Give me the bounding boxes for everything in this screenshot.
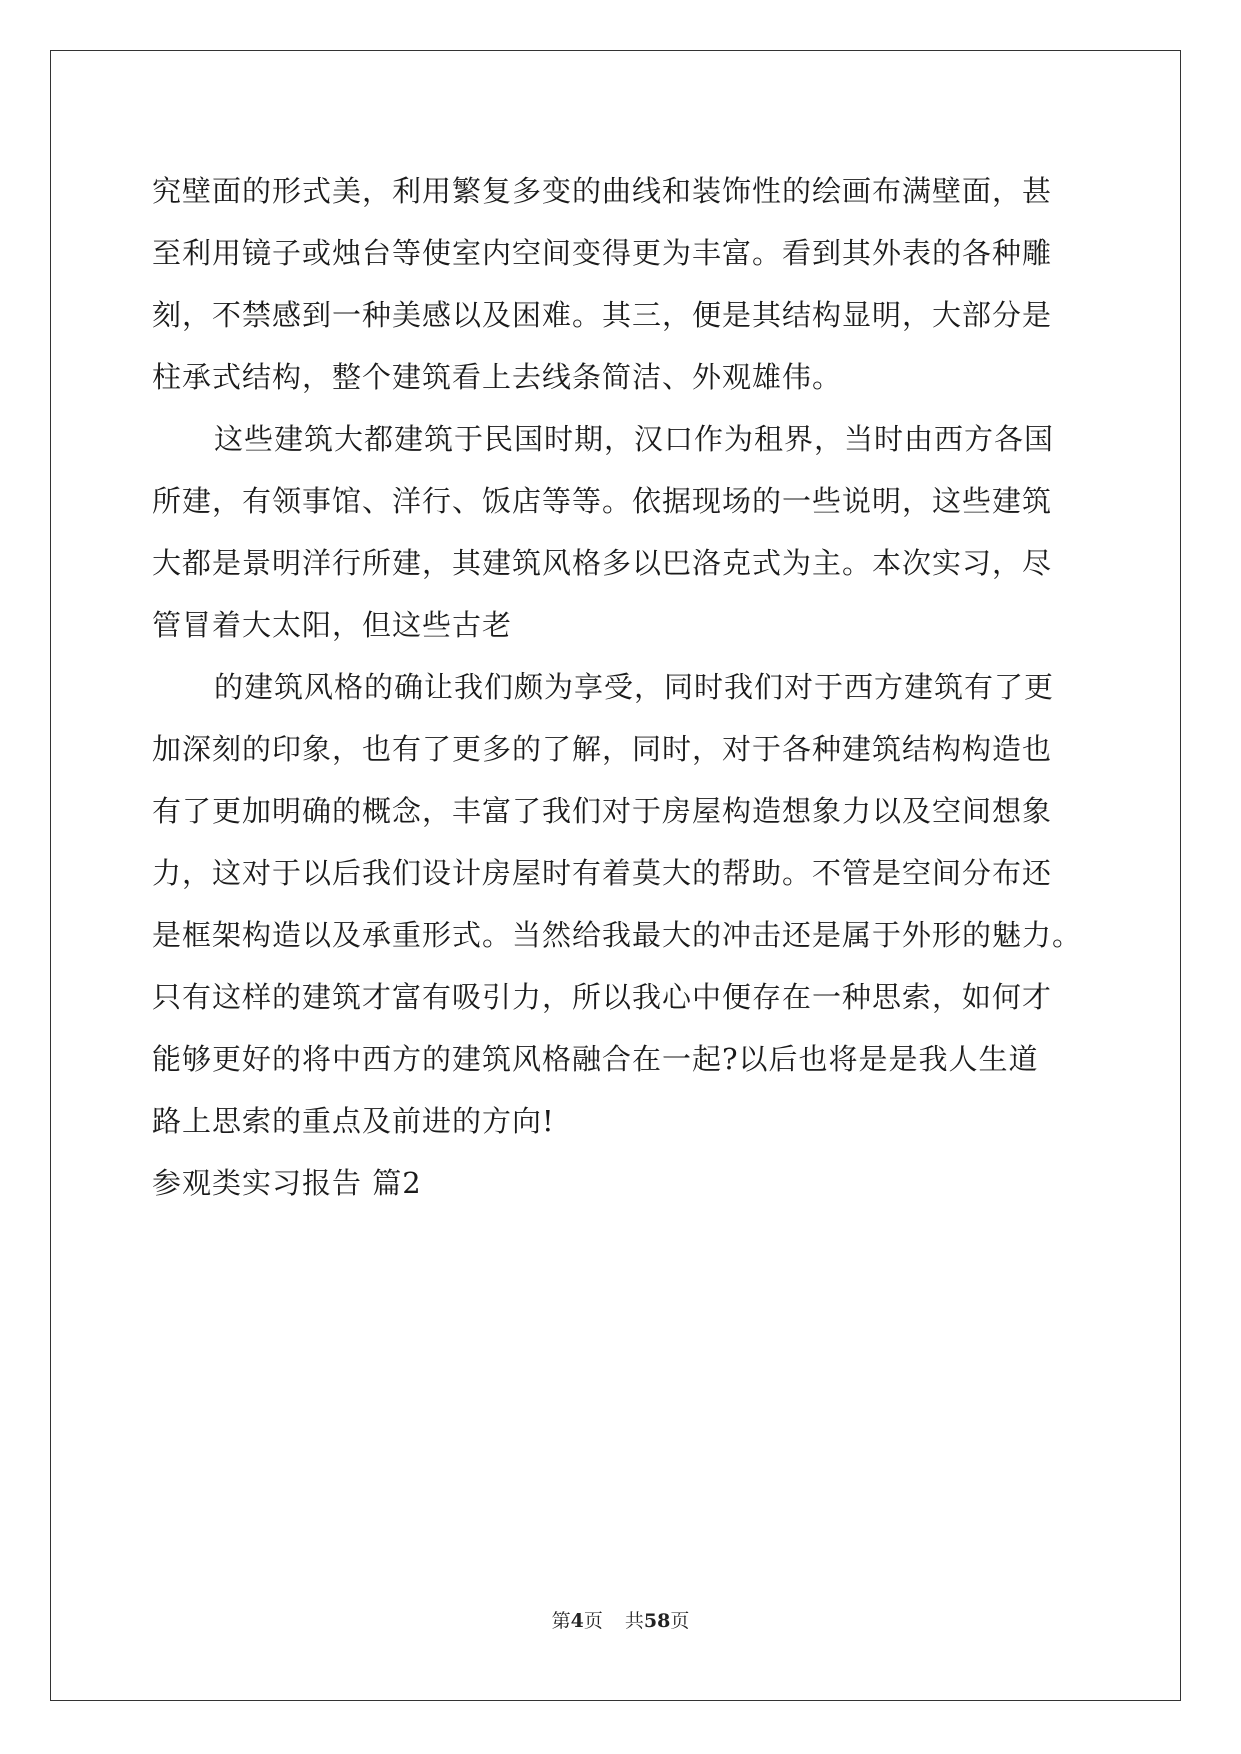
page-number: 4: [570, 1610, 584, 1632]
total-prefix: 共: [624, 1610, 644, 1632]
text-line: 管冒着大太阳，但这些古老: [152, 608, 513, 642]
paragraph-2: [152, 408, 1112, 656]
text-line: 只有这样的建筑才富有吸引力，所以我心中便存在一种思索，如何才: [152, 980, 1053, 1014]
text-line: 至利用镜子或烛台等使室内空间变得更为丰富。看到其外表的各种雕: [152, 236, 1053, 270]
text-line: 这些建筑大都建筑于民国时期，汉口作为租界，当时由西方各国: [214, 422, 1055, 456]
section-heading: 参观类实习报告 篇2: [152, 1166, 422, 1200]
total-pages: 58: [643, 1610, 671, 1632]
text-line: 究壁面的形式美，利用繁复多变的曲线和装饰性的绘画布满壁面，甚: [152, 174, 1053, 208]
text-line: 刻，不禁感到一种美感以及困难。其三，便是其结构显明，大部分是: [152, 298, 1053, 332]
text-line: 路上思索的重点及前进的方向!: [152, 1104, 555, 1138]
paragraph-1: [152, 160, 1112, 408]
text-line: 加深刻的印象，也有了更多的了解，同时，对于各种建筑结构构造也: [152, 732, 1053, 766]
page-footer: [0, 1606, 1241, 1633]
document-body: [152, 160, 1112, 1214]
text-line: 大都是景明洋行所建，其建筑风格多以巴洛克式为主。本次实习，尽: [152, 546, 1053, 580]
page-prefix: 第: [551, 1610, 571, 1632]
text-line: 柱承式结构，整个建筑看上去线条简洁、外观雄伟。: [152, 360, 843, 394]
paragraph-3: [152, 656, 1112, 1152]
page-suffix: 页: [583, 1610, 603, 1632]
text-line: 有了更加明确的概念，丰富了我们对于房屋构造想象力以及空间想象: [152, 794, 1053, 828]
text-line: 是框架构造以及承重形式。当然给我最大的冲击还是属于外形的魅力。: [152, 918, 1083, 952]
total-suffix: 页: [670, 1610, 690, 1632]
text-line: 能够更好的将中西方的建筑风格融合在一起?以后也将是是我人生道: [152, 1042, 1039, 1076]
text-line: 的建筑风格的确让我们颇为享受，同时我们对于西方建筑有了更: [214, 670, 1055, 704]
text-line: 所建，有领事馆、洋行、饭店等等。依据现场的一些说明，这些建筑: [152, 484, 1053, 518]
text-line: 力，这对于以后我们设计房屋时有着莫大的帮助。不管是空间分布还: [152, 856, 1053, 890]
